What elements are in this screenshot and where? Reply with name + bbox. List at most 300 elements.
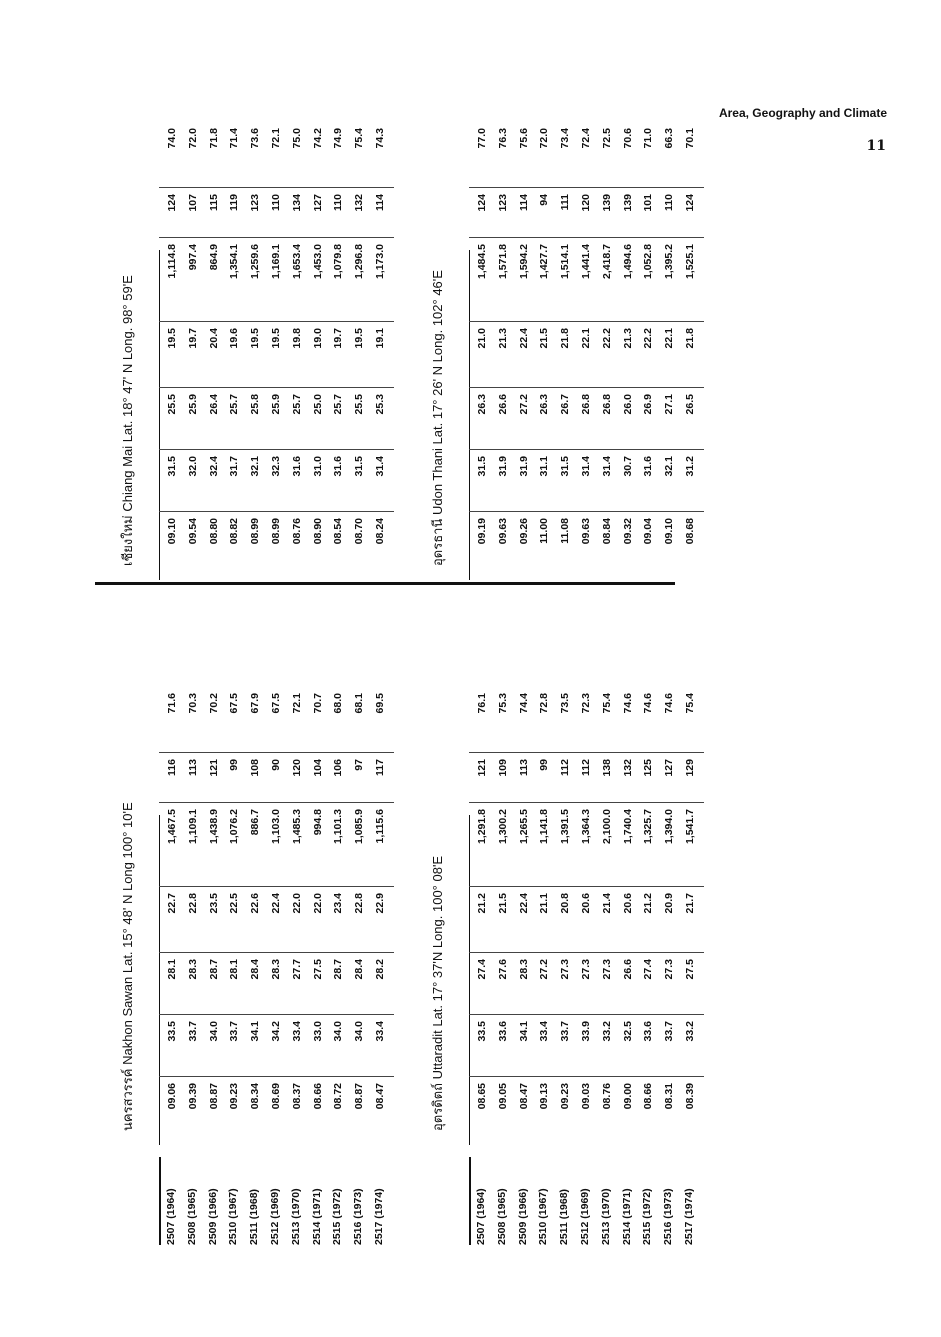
data-cell: 09.63 bbox=[496, 518, 509, 545]
data-row bbox=[369, 693, 391, 1145]
data-cell: 132 bbox=[621, 759, 634, 777]
data-cell: 19.8 bbox=[290, 328, 303, 349]
column-divider bbox=[159, 449, 394, 450]
data-cell: 09.03 bbox=[580, 1083, 592, 1110]
year-label: 2509 (1966) bbox=[206, 1188, 219, 1245]
data-cell: 99 bbox=[228, 759, 241, 771]
year-label: 2517 (1974) bbox=[373, 1188, 385, 1245]
data-cell: 1,438.9 bbox=[207, 809, 220, 845]
year-label: 2511 (1968) bbox=[558, 1188, 571, 1245]
data-cell: 22.5 bbox=[228, 893, 241, 914]
data-cell: 08.47 bbox=[374, 1083, 386, 1110]
year-label: 2510 (1967) bbox=[537, 1188, 550, 1245]
data-cell: 26.7 bbox=[559, 394, 572, 415]
data-row bbox=[513, 128, 535, 580]
data-cell: 1,325.7 bbox=[642, 809, 655, 845]
data-row bbox=[637, 128, 659, 580]
data-row bbox=[223, 128, 245, 580]
climate-table bbox=[85, 128, 696, 1245]
data-cell: 28.4 bbox=[353, 959, 366, 980]
data-cell: 76.1 bbox=[476, 693, 488, 714]
data-cell: 1,052.8 bbox=[642, 244, 655, 280]
data-row bbox=[182, 693, 204, 1145]
data-cell: 09.23 bbox=[228, 1083, 241, 1110]
data-cell: 08.80 bbox=[207, 518, 220, 545]
data-cell: 22.9 bbox=[374, 893, 386, 914]
data-cell: 1,300.2 bbox=[496, 809, 509, 845]
column-divider bbox=[469, 952, 704, 953]
data-cell: 26.9 bbox=[642, 394, 655, 415]
data-cell: 139 bbox=[621, 194, 634, 212]
data-cell: 21.8 bbox=[559, 328, 572, 349]
section-rule bbox=[159, 815, 160, 1145]
data-cell: 27.3 bbox=[663, 959, 676, 980]
data-cell: 108 bbox=[249, 759, 262, 777]
data-cell: 124 bbox=[684, 194, 696, 212]
data-cell: 73.4 bbox=[559, 128, 572, 149]
data-cell: 72.1 bbox=[270, 128, 282, 149]
data-cell: 19.7 bbox=[332, 328, 345, 349]
data-cell: 31.5 bbox=[559, 456, 572, 477]
section-rule bbox=[159, 250, 160, 580]
data-cell: 27.3 bbox=[600, 959, 613, 980]
year-label: 2515 (1972) bbox=[641, 1188, 654, 1245]
year-label: 2515 (1972) bbox=[331, 1188, 344, 1245]
data-row bbox=[327, 693, 349, 1145]
data-cell: 1,076.2 bbox=[228, 809, 241, 845]
data-cell: 28.1 bbox=[228, 959, 241, 980]
data-row bbox=[348, 128, 370, 580]
data-cell: 09.32 bbox=[621, 518, 634, 545]
data-cell: 71.6 bbox=[166, 693, 178, 714]
data-cell: 25.3 bbox=[374, 394, 386, 415]
data-row bbox=[679, 693, 701, 1145]
data-cell: 11.00 bbox=[538, 518, 551, 544]
data-row bbox=[348, 693, 370, 1145]
data-cell: 22.0 bbox=[290, 893, 303, 914]
data-cell: 08.66 bbox=[642, 1083, 655, 1110]
data-cell: 33.6 bbox=[496, 1021, 509, 1042]
data-row bbox=[161, 128, 183, 580]
data-cell: 22.2 bbox=[600, 328, 613, 349]
data-cell: 22.4 bbox=[517, 893, 530, 914]
data-cell: 25.5 bbox=[353, 394, 366, 415]
data-cell: 68.0 bbox=[332, 693, 345, 714]
data-cell: 31.4 bbox=[580, 456, 592, 477]
data-cell: 21.0 bbox=[476, 328, 488, 349]
data-row bbox=[286, 693, 308, 1145]
data-cell: 27.6 bbox=[496, 959, 509, 980]
data-cell: 72.0 bbox=[186, 128, 199, 149]
data-cell: 21.5 bbox=[496, 893, 509, 914]
data-cell: 119 bbox=[228, 194, 241, 211]
data-cell: 67.9 bbox=[249, 693, 262, 714]
data-cell: 75.6 bbox=[517, 128, 530, 149]
data-cell: 08.84 bbox=[600, 518, 613, 545]
data-cell: 28.7 bbox=[332, 959, 345, 980]
data-cell: 08.90 bbox=[311, 518, 324, 545]
data-cell: 110 bbox=[332, 194, 345, 211]
data-cell: 09.10 bbox=[663, 518, 676, 545]
data-cell: 32.4 bbox=[207, 456, 220, 477]
column-divider bbox=[159, 511, 394, 512]
data-cell: 72.5 bbox=[600, 128, 613, 149]
data-cell: 123 bbox=[496, 194, 509, 212]
data-cell: 25.8 bbox=[249, 394, 262, 415]
data-cell: 21.8 bbox=[684, 328, 696, 349]
data-cell: 30.7 bbox=[621, 456, 634, 477]
year-label: 2513 (1970) bbox=[289, 1188, 302, 1245]
half-divider bbox=[95, 583, 675, 586]
data-cell: 25.7 bbox=[290, 394, 303, 415]
data-cell: 33.0 bbox=[311, 1021, 324, 1042]
data-cell: 2,418.7 bbox=[600, 244, 613, 280]
data-cell: 994.8 bbox=[311, 809, 324, 836]
data-cell: 33.2 bbox=[684, 1021, 696, 1042]
data-cell: 33.4 bbox=[290, 1021, 303, 1042]
data-cell: 71.8 bbox=[207, 128, 220, 149]
data-cell: 27.5 bbox=[684, 959, 696, 980]
data-cell: 69.5 bbox=[374, 693, 386, 714]
station-title: อุตรดิตถ์ Uttaradit Lat. 17° 37'N Long. 100° 08'E bbox=[430, 855, 445, 1131]
data-row bbox=[223, 693, 245, 1145]
data-cell: 22.4 bbox=[270, 893, 282, 914]
year-label: 2517 (1974) bbox=[683, 1188, 695, 1245]
data-cell: 101 bbox=[642, 194, 655, 212]
column-divider bbox=[469, 802, 704, 803]
data-cell: 1,265.5 bbox=[517, 809, 530, 845]
data-cell: 1,296.8 bbox=[353, 244, 366, 280]
data-cell: 27.1 bbox=[663, 394, 676, 415]
year-label: 2514 (1971) bbox=[310, 1188, 323, 1245]
data-cell: 31.4 bbox=[600, 456, 613, 477]
year-label: 2512 (1969) bbox=[579, 1188, 591, 1245]
data-cell: 121 bbox=[476, 759, 488, 777]
data-cell: 25.9 bbox=[186, 394, 199, 415]
data-cell: 1,740.4 bbox=[621, 809, 634, 845]
data-cell: 110 bbox=[270, 194, 282, 211]
data-cell: 138 bbox=[600, 759, 613, 777]
data-cell: 09.63 bbox=[580, 518, 592, 545]
data-row bbox=[307, 693, 329, 1145]
data-cell: 1,541.7 bbox=[684, 809, 696, 845]
data-cell: 26.8 bbox=[580, 394, 592, 415]
data-cell: 08.39 bbox=[684, 1083, 696, 1110]
data-cell: 22.8 bbox=[353, 893, 366, 914]
data-cell: 1,114.8 bbox=[166, 244, 178, 279]
data-cell: 19.5 bbox=[270, 328, 282, 349]
data-cell: 1,103.0 bbox=[270, 809, 282, 845]
station-title: อุดรธานี Udon Thani Lat. 17° 26' N Long. 102° 46'E bbox=[430, 270, 445, 566]
data-cell: 68.1 bbox=[353, 693, 366, 714]
data-row bbox=[286, 128, 308, 580]
data-cell: 33.6 bbox=[642, 1021, 655, 1042]
data-cell: 20.8 bbox=[559, 893, 572, 914]
data-cell: 67.5 bbox=[228, 693, 241, 714]
data-cell: 110 bbox=[663, 194, 676, 211]
column-divider bbox=[469, 387, 704, 388]
data-row bbox=[554, 128, 576, 580]
data-cell: 1,079.8 bbox=[332, 244, 345, 280]
data-cell: 72.3 bbox=[580, 693, 592, 714]
data-cell: 19.5 bbox=[353, 328, 366, 349]
data-cell: 21.7 bbox=[684, 893, 696, 914]
data-cell: 08.68 bbox=[684, 518, 696, 545]
page-header-title: Area, Geography and Climate bbox=[718, 106, 887, 120]
data-cell: 09.06 bbox=[166, 1083, 178, 1110]
data-cell: 99 bbox=[538, 759, 551, 771]
data-cell: 27.5 bbox=[311, 959, 324, 980]
data-row bbox=[575, 693, 597, 1145]
data-cell: 25.9 bbox=[270, 394, 282, 415]
data-cell: 72.4 bbox=[580, 128, 592, 149]
data-cell: 34.1 bbox=[517, 1021, 530, 1042]
year-label: 2516 (1973) bbox=[662, 1188, 675, 1245]
data-cell: 22.7 bbox=[166, 893, 178, 914]
data-cell: 139 bbox=[600, 194, 613, 212]
data-cell: 26.3 bbox=[538, 394, 551, 415]
data-cell: 08.54 bbox=[332, 518, 345, 545]
data-cell: 1,453.0 bbox=[311, 244, 324, 280]
data-cell: 111 bbox=[559, 194, 572, 211]
data-cell: 113 bbox=[186, 759, 199, 776]
data-cell: 31.4 bbox=[374, 456, 386, 477]
data-cell: 31.0 bbox=[311, 456, 324, 477]
year-label: 2512 (1969) bbox=[269, 1188, 281, 1245]
column-divider bbox=[159, 237, 394, 238]
data-cell: 1,395.2 bbox=[663, 244, 676, 280]
data-cell: 66.3 bbox=[663, 128, 676, 149]
data-cell: 1,291.8 bbox=[476, 809, 488, 845]
station-title: นครสวรรค์ Nakhon Sawan Lat. 15° 48' N Long 100° 10'E bbox=[120, 802, 135, 1131]
data-cell: 1,354.1 bbox=[228, 244, 241, 280]
data-cell: 20.9 bbox=[663, 893, 676, 914]
data-cell: 132 bbox=[353, 194, 366, 212]
data-cell: 2,100.0 bbox=[600, 809, 613, 845]
data-cell: 120 bbox=[290, 759, 303, 777]
data-cell: 22.2 bbox=[642, 328, 655, 349]
year-label: 2507 (1964) bbox=[165, 1188, 177, 1245]
data-cell: 20.6 bbox=[580, 893, 592, 914]
data-cell: 74.6 bbox=[663, 693, 676, 714]
data-cell: 70.3 bbox=[186, 693, 199, 714]
data-cell: 1,653.4 bbox=[290, 244, 303, 280]
data-row bbox=[596, 693, 618, 1145]
data-cell: 23.5 bbox=[207, 893, 220, 914]
column-divider bbox=[469, 449, 704, 450]
data-cell: 19.6 bbox=[228, 328, 241, 349]
data-cell: 28.1 bbox=[166, 959, 178, 980]
data-cell: 75.4 bbox=[684, 693, 696, 714]
column-divider bbox=[469, 187, 704, 188]
data-row bbox=[533, 128, 555, 580]
data-cell: 104 bbox=[311, 759, 324, 777]
data-cell: 21.1 bbox=[538, 893, 551, 914]
data-cell: 113 bbox=[517, 759, 530, 776]
column-divider bbox=[469, 237, 704, 238]
data-cell: 74.3 bbox=[374, 128, 386, 149]
data-cell: 33.7 bbox=[186, 1021, 199, 1042]
data-cell: 08.76 bbox=[290, 518, 303, 545]
column-divider bbox=[159, 387, 394, 388]
year-label: 2514 (1971) bbox=[620, 1188, 633, 1245]
data-cell: 19.5 bbox=[166, 328, 178, 349]
data-cell: 33.7 bbox=[663, 1021, 676, 1042]
data-cell: 74.2 bbox=[311, 128, 324, 149]
data-cell: 75.4 bbox=[353, 128, 366, 149]
data-cell: 32.5 bbox=[621, 1021, 634, 1042]
section-rule bbox=[469, 250, 470, 580]
data-cell: 1,427.7 bbox=[538, 244, 551, 280]
data-cell: 27.4 bbox=[642, 959, 655, 980]
data-cell: 72.8 bbox=[538, 693, 551, 714]
data-cell: 19.0 bbox=[311, 328, 324, 349]
year-label: 2516 (1973) bbox=[352, 1188, 365, 1245]
data-cell: 34.0 bbox=[332, 1021, 345, 1042]
data-cell: 09.10 bbox=[166, 518, 178, 545]
data-cell: 75.3 bbox=[496, 693, 509, 714]
data-cell: 21.4 bbox=[600, 893, 613, 914]
data-cell: 08.34 bbox=[249, 1083, 262, 1110]
data-cell: 27.7 bbox=[290, 959, 303, 980]
data-cell: 1,173.0 bbox=[374, 244, 386, 280]
data-row bbox=[203, 693, 225, 1145]
data-row bbox=[492, 128, 514, 580]
data-cell: 117 bbox=[374, 759, 386, 776]
data-cell: 127 bbox=[311, 194, 324, 212]
data-cell: 1,514.1 bbox=[559, 244, 572, 280]
column-divider bbox=[469, 321, 704, 322]
data-cell: 72.1 bbox=[290, 693, 303, 714]
data-cell: 1,115.6 bbox=[374, 809, 386, 844]
data-row bbox=[554, 693, 576, 1145]
data-cell: 106 bbox=[332, 759, 345, 777]
data-cell: 25.7 bbox=[228, 394, 241, 415]
data-cell: 94 bbox=[538, 194, 551, 206]
year-divider bbox=[469, 1157, 471, 1245]
data-cell: 25.5 bbox=[166, 394, 178, 415]
data-row bbox=[471, 128, 493, 580]
data-cell: 32.1 bbox=[663, 456, 676, 477]
column-divider bbox=[159, 187, 394, 188]
data-cell: 22.1 bbox=[663, 328, 676, 349]
data-cell: 70.1 bbox=[684, 128, 696, 149]
data-row bbox=[617, 693, 639, 1145]
data-cell: 08.87 bbox=[353, 1083, 366, 1110]
data-cell: 127 bbox=[663, 759, 676, 777]
data-cell: 08.82 bbox=[228, 518, 241, 545]
data-cell: 22.0 bbox=[311, 893, 324, 914]
column-divider bbox=[159, 802, 394, 803]
data-cell: 09.39 bbox=[186, 1083, 199, 1110]
data-cell: 90 bbox=[270, 759, 282, 771]
data-cell: 73.6 bbox=[249, 128, 262, 149]
data-cell: 34.0 bbox=[353, 1021, 366, 1042]
data-cell: 08.24 bbox=[374, 518, 386, 545]
data-cell: 32.3 bbox=[270, 456, 282, 477]
data-cell: 1,484.5 bbox=[476, 244, 488, 280]
data-cell: 28.3 bbox=[186, 959, 199, 980]
data-cell: 74.4 bbox=[517, 693, 530, 714]
data-cell: 34.2 bbox=[270, 1021, 282, 1042]
data-cell: 33.5 bbox=[166, 1021, 178, 1042]
data-cell: 75.4 bbox=[600, 693, 613, 714]
data-cell: 74.6 bbox=[642, 693, 655, 714]
data-cell: 08.37 bbox=[290, 1083, 303, 1110]
data-cell: 997.4 bbox=[186, 244, 199, 271]
data-row bbox=[244, 693, 266, 1145]
data-cell: 77.0 bbox=[476, 128, 488, 149]
data-cell: 1,169.1 bbox=[270, 244, 282, 280]
data-row bbox=[575, 128, 597, 580]
data-cell: 864.9 bbox=[207, 244, 220, 271]
data-cell: 27.2 bbox=[538, 959, 551, 980]
data-row bbox=[533, 693, 555, 1145]
data-cell: 11.08 bbox=[559, 518, 572, 544]
data-cell: 114 bbox=[517, 194, 530, 211]
year-label: 2507 (1964) bbox=[475, 1188, 487, 1245]
data-cell: 886.7 bbox=[249, 809, 262, 836]
data-row bbox=[617, 128, 639, 580]
data-row bbox=[492, 693, 514, 1145]
data-row bbox=[182, 128, 204, 580]
data-cell: 1,085.9 bbox=[353, 809, 366, 845]
station-title: เชียงใหม่ Chiang Mai Lat. 18° 47' N Long. 98° 59'E bbox=[120, 275, 135, 566]
column-divider bbox=[159, 321, 394, 322]
data-cell: 09.23 bbox=[559, 1083, 572, 1110]
data-cell: 26.0 bbox=[621, 394, 634, 415]
data-cell: 1,141.8 bbox=[538, 809, 551, 845]
data-cell: 123 bbox=[249, 194, 262, 212]
year-divider bbox=[159, 1157, 161, 1245]
data-cell: 09.05 bbox=[496, 1083, 509, 1110]
data-cell: 21.3 bbox=[496, 328, 509, 349]
data-cell: 124 bbox=[476, 194, 488, 212]
year-label: 2511 (1968) bbox=[248, 1188, 261, 1245]
data-cell: 1,259.6 bbox=[249, 244, 262, 280]
data-cell: 74.0 bbox=[166, 128, 178, 149]
data-cell: 112 bbox=[559, 759, 572, 776]
data-cell: 31.5 bbox=[166, 456, 178, 477]
data-cell: 08.31 bbox=[663, 1083, 676, 1110]
data-cell: 97 bbox=[353, 759, 366, 771]
data-cell: 21.2 bbox=[476, 893, 488, 914]
data-cell: 72.0 bbox=[538, 128, 551, 149]
data-cell: 23.4 bbox=[332, 893, 345, 914]
data-cell: 26.4 bbox=[207, 394, 220, 415]
data-cell: 09.00 bbox=[621, 1083, 634, 1110]
data-cell: 19.5 bbox=[249, 328, 262, 349]
data-cell: 27.4 bbox=[476, 959, 488, 980]
data-cell: 31.6 bbox=[332, 456, 345, 477]
data-cell: 116 bbox=[166, 759, 178, 776]
column-divider bbox=[469, 1076, 704, 1077]
data-cell: 70.7 bbox=[311, 693, 324, 714]
data-cell: 70.2 bbox=[207, 693, 220, 714]
data-cell: 120 bbox=[580, 194, 592, 212]
data-cell: 25.7 bbox=[332, 394, 345, 415]
data-row bbox=[161, 693, 183, 1145]
data-cell: 27.3 bbox=[559, 959, 572, 980]
data-cell: 1,391.5 bbox=[559, 809, 572, 845]
data-row bbox=[307, 128, 329, 580]
data-cell: 19.1 bbox=[374, 328, 386, 349]
data-cell: 1,441.4 bbox=[580, 244, 592, 280]
year-label: 2509 (1966) bbox=[516, 1188, 529, 1245]
data-cell: 21.5 bbox=[538, 328, 551, 349]
data-cell: 09.13 bbox=[538, 1083, 551, 1110]
data-cell: 74.6 bbox=[621, 693, 634, 714]
